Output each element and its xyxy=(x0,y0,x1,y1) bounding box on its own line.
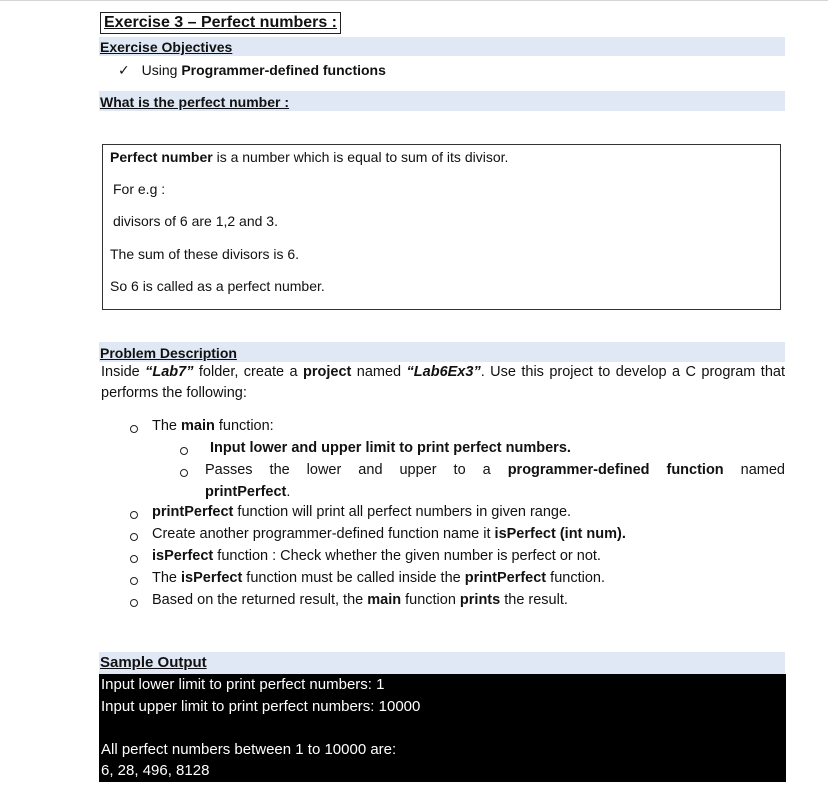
p-use: . Use this project to develop a C program that xyxy=(480,364,785,380)
definition-line-1 xyxy=(110,149,508,165)
sub2-c: named xyxy=(723,462,785,478)
objective-item xyxy=(118,62,386,79)
bullet-called xyxy=(152,570,605,586)
sub-item-passes xyxy=(205,462,785,478)
b6-a: Based on the returned result, the xyxy=(152,592,368,608)
definition-line-4: The sum of these divisors is 6. xyxy=(110,246,300,262)
objectives-heading-text: Exercise Objectives xyxy=(100,39,233,55)
circle-bullet-icon xyxy=(130,577,138,585)
exercise-title xyxy=(100,12,341,34)
bullet-printperfect xyxy=(152,504,571,520)
main-function-item xyxy=(152,418,274,434)
b6-b: main xyxy=(367,592,402,608)
b2-a: printPerfect xyxy=(152,504,234,520)
bullet-create xyxy=(152,526,626,542)
p-lab6ex3: “Lab6Ex3” xyxy=(406,364,481,380)
b6-e: the result. xyxy=(500,592,568,608)
objective-bold: Programmer-defined functions xyxy=(181,62,386,78)
problem-heading xyxy=(100,345,237,361)
b2-b: function will print all perfect numbers in given range. xyxy=(233,504,572,520)
sub2-d: printPerfect xyxy=(205,484,287,500)
b5-a: The xyxy=(152,570,182,586)
b6-c: function xyxy=(401,592,460,608)
sample-heading-text: Sample Output xyxy=(100,654,207,671)
perfect-heading xyxy=(100,94,289,110)
p-project: project xyxy=(303,364,352,380)
problem-paragraph-line-1 xyxy=(101,362,785,383)
circle-bullet-icon xyxy=(130,599,138,607)
bullet-isperfect xyxy=(152,548,601,564)
sub-item-input: Input lower and upper limit to print perfect numbers. xyxy=(210,440,571,456)
p-create: folder, create a xyxy=(193,364,304,380)
p-lab7: “Lab7” xyxy=(145,364,194,380)
definition-box xyxy=(102,144,781,310)
sample-heading xyxy=(100,654,207,671)
circle-bullet-icon xyxy=(180,447,188,455)
circle-bullet-icon xyxy=(130,425,138,433)
b4-a: isPerfect xyxy=(152,548,214,564)
p-inside: Inside xyxy=(101,364,146,380)
definition-line-3: divisors of 6 are 1,2 and 3. xyxy=(113,213,278,229)
problem-paragraph-line-2: performs the following: xyxy=(101,385,247,401)
circle-bullet-icon xyxy=(130,511,138,519)
bullet-based xyxy=(152,592,568,608)
definition-rest: is a number which is equal to sum of its divisor. xyxy=(212,149,509,165)
main-a: The xyxy=(152,418,182,434)
console-line-3: All perfect numbers between 1 to 10000 are: xyxy=(101,741,397,758)
sub2-a: Passes the lower and upper to a xyxy=(205,462,508,478)
circle-bullet-icon xyxy=(130,533,138,541)
definition-term: Perfect number xyxy=(110,149,213,165)
top-rule xyxy=(0,0,828,1)
problem-heading-text: Problem Description xyxy=(100,345,237,361)
b3-b: isPerfect (int num). xyxy=(494,526,626,542)
sub2-b: programmer-defined function xyxy=(507,462,724,478)
circle-bullet-icon xyxy=(180,469,188,477)
sub-item-passes-cont xyxy=(205,484,290,500)
b5-d: printPerfect xyxy=(464,570,547,586)
sub2-e: . xyxy=(286,484,291,500)
exercise-title-text: Exercise 3 – Perfect numbers : xyxy=(104,14,338,31)
b6-d: prints xyxy=(459,592,501,608)
console-line-1: Input lower limit to print perfect numbers: 1 xyxy=(101,676,385,693)
definition-line-2: For e.g : xyxy=(113,181,166,197)
b5-c: function must be called inside the xyxy=(242,570,465,586)
main-c: function: xyxy=(214,418,274,434)
perfect-heading-text: What is the perfect number : xyxy=(100,94,290,110)
b4-b: function : Check whether the given number is perfect or not. xyxy=(213,548,601,564)
console-line-2: Input upper limit to print perfect numbers: 10000 xyxy=(101,698,421,715)
main-b: main xyxy=(181,418,215,434)
sample-output-console xyxy=(99,674,786,782)
definition-line-5: So 6 is called as a perfect number. xyxy=(110,278,325,294)
objectives-heading xyxy=(100,39,232,55)
objective-prefix: Using xyxy=(141,62,182,78)
console-line-4: 6, 28, 496, 8128 xyxy=(101,762,210,779)
b5-e: function. xyxy=(546,570,605,586)
circle-bullet-icon xyxy=(130,555,138,563)
checkmark-icon: ✓ xyxy=(118,62,130,78)
b5-b: isPerfect xyxy=(181,570,243,586)
b3-a: Create another programmer-defined function name it xyxy=(152,526,495,542)
p-named: named xyxy=(351,364,407,380)
